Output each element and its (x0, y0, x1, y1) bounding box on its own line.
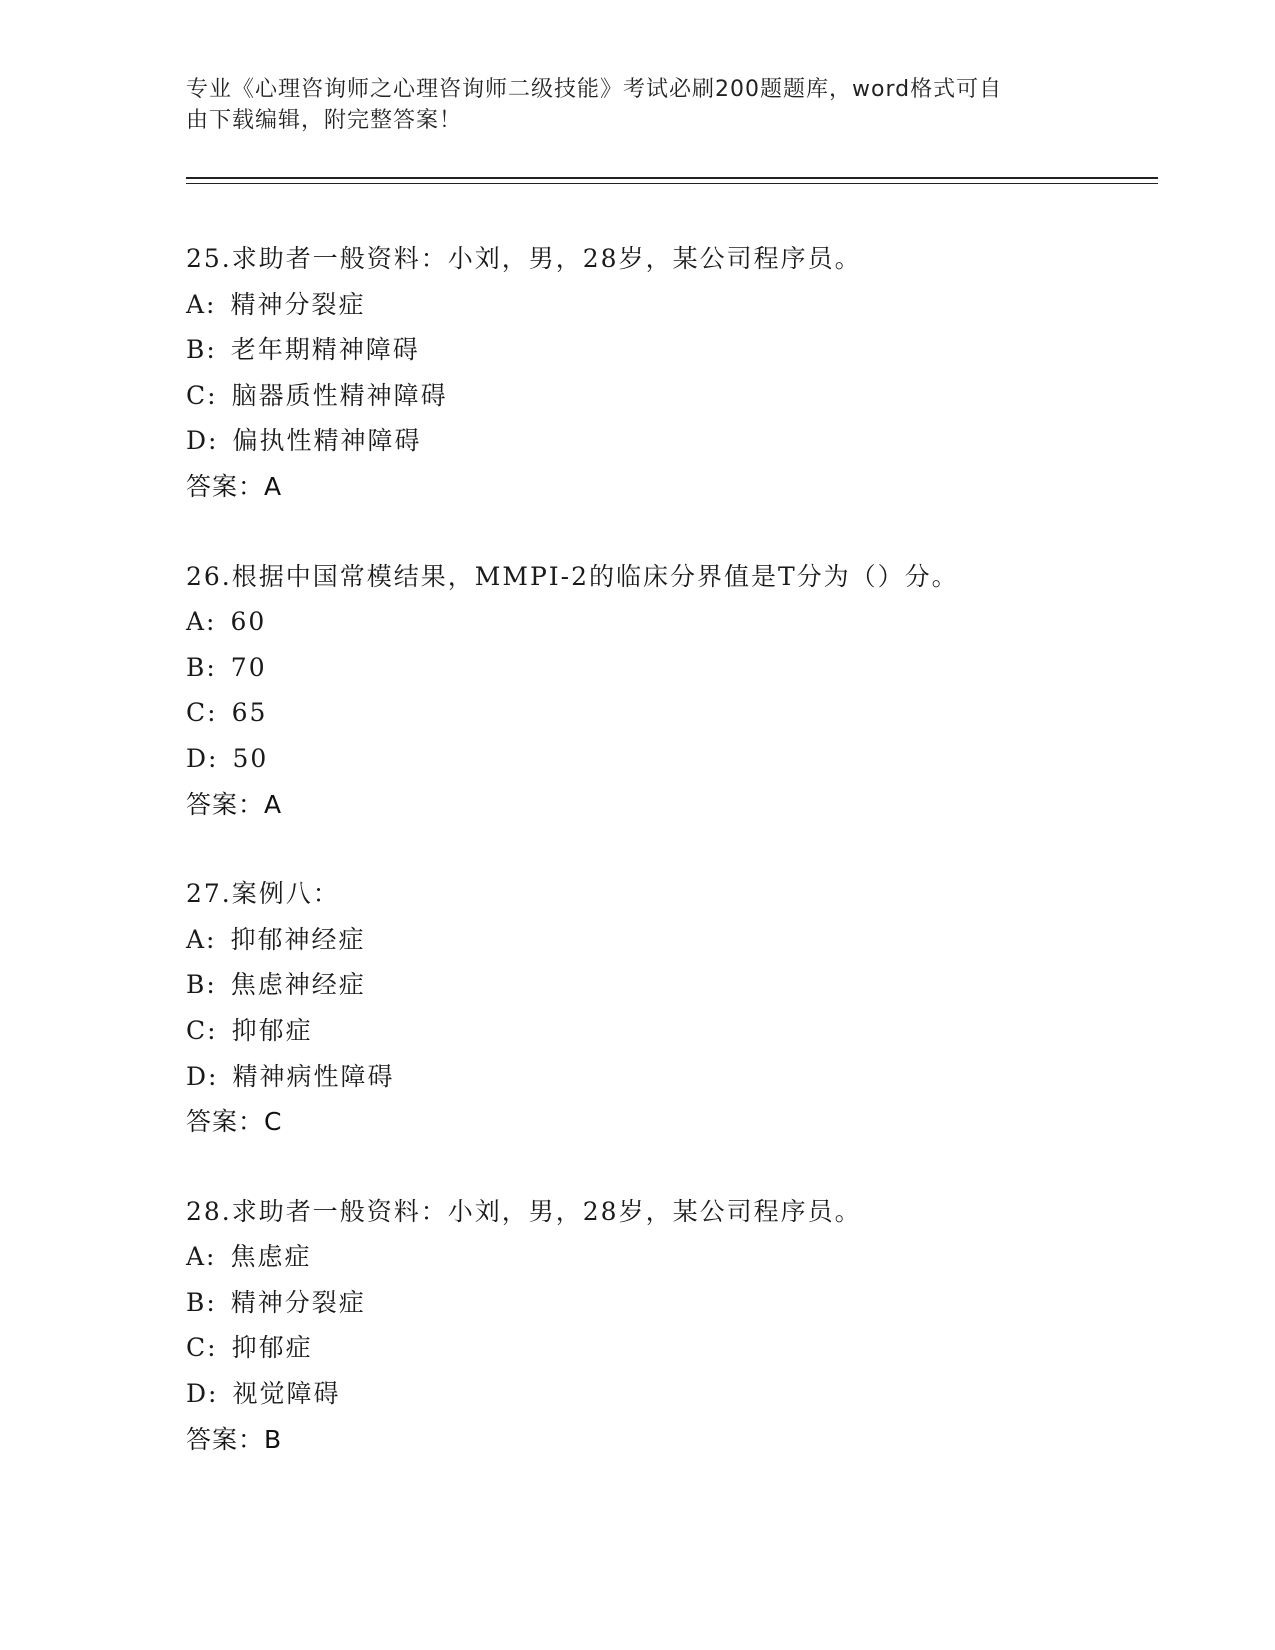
option-text: 视觉障碍 (232, 1379, 341, 1409)
option-d (186, 1371, 1186, 1417)
question-list (186, 236, 1186, 1506)
option-a (186, 282, 1186, 328)
option-key: A: (186, 1242, 217, 1272)
option-key: D: (186, 1379, 219, 1409)
option-key: D: (186, 1061, 219, 1091)
option-d (186, 1054, 1186, 1100)
option-d (186, 736, 1186, 782)
option-key: C: (186, 698, 218, 728)
option-b (186, 645, 1186, 691)
option-key: A: (186, 924, 217, 954)
header-line-2: 由下载编辑，附完整答案！ (186, 108, 463, 133)
answer-line: 答案：B (186, 1424, 283, 1454)
option-text: 老年期精神障碍 (230, 335, 420, 365)
question-28 (186, 1189, 1186, 1463)
option-key: C: (186, 1333, 218, 1363)
document-header (186, 74, 1066, 136)
option-text: 抑郁症 (231, 1333, 313, 1363)
option-c (186, 373, 1186, 419)
option-key: C: (186, 380, 218, 410)
question-27 (186, 871, 1186, 1145)
option-d (186, 418, 1186, 464)
question-stem: 26.根据中国常模结果，MMPI-2的临床分界值是T分为（）分。 (186, 561, 959, 591)
option-text: 60 (230, 607, 267, 637)
option-key: D: (186, 426, 219, 456)
question-stem: 28.求助者一般资料：小刘，男，28岁，某公司程序员。 (186, 1196, 862, 1226)
option-key: B: (186, 652, 217, 682)
option-text: 70 (230, 652, 267, 682)
option-text: 65 (231, 698, 268, 728)
option-text: 焦虑症 (230, 1242, 312, 1272)
option-c (186, 1325, 1186, 1371)
option-a (186, 917, 1186, 963)
option-b (186, 327, 1186, 373)
answer-line: 答案：C (186, 1107, 283, 1137)
option-key: A: (186, 607, 217, 637)
option-key: C: (186, 1015, 218, 1045)
option-text: 精神病性障碍 (232, 1061, 395, 1091)
option-key: B: (186, 1287, 217, 1317)
option-key: B: (186, 335, 217, 365)
option-text: 抑郁神经症 (230, 924, 366, 954)
option-b (186, 962, 1186, 1008)
option-text: 精神分裂症 (230, 289, 366, 319)
option-text: 焦虑神经症 (230, 970, 366, 1000)
header-divider-thick (186, 177, 1158, 179)
option-text: 抑郁症 (231, 1015, 313, 1045)
option-a (186, 1234, 1186, 1280)
option-key: D: (186, 743, 219, 773)
option-key: B: (186, 970, 217, 1000)
option-text: 偏执性精神障碍 (232, 426, 422, 456)
question-stem: 25.求助者一般资料：小刘，男，28岁，某公司程序员。 (186, 244, 862, 273)
answer-line: 答案：A (186, 789, 283, 819)
option-text: 脑器质性精神障碍 (231, 380, 448, 410)
answer-line: 答案：A (186, 471, 283, 501)
question-stem: 27.案例八： (186, 879, 340, 909)
option-c (186, 690, 1186, 736)
option-key: A: (186, 289, 217, 319)
header-line-1: 专业《心理咨询师之心理咨询师二级技能》考试必刷200题题库，word格式可自 (186, 77, 1003, 102)
option-c (186, 1008, 1186, 1054)
option-b (186, 1280, 1186, 1326)
option-text: 精神分裂症 (230, 1287, 366, 1317)
option-text: 50 (232, 743, 269, 773)
header-divider-thin (186, 183, 1158, 184)
question-25 (186, 236, 1186, 510)
question-26 (186, 554, 1186, 828)
option-a (186, 599, 1186, 645)
